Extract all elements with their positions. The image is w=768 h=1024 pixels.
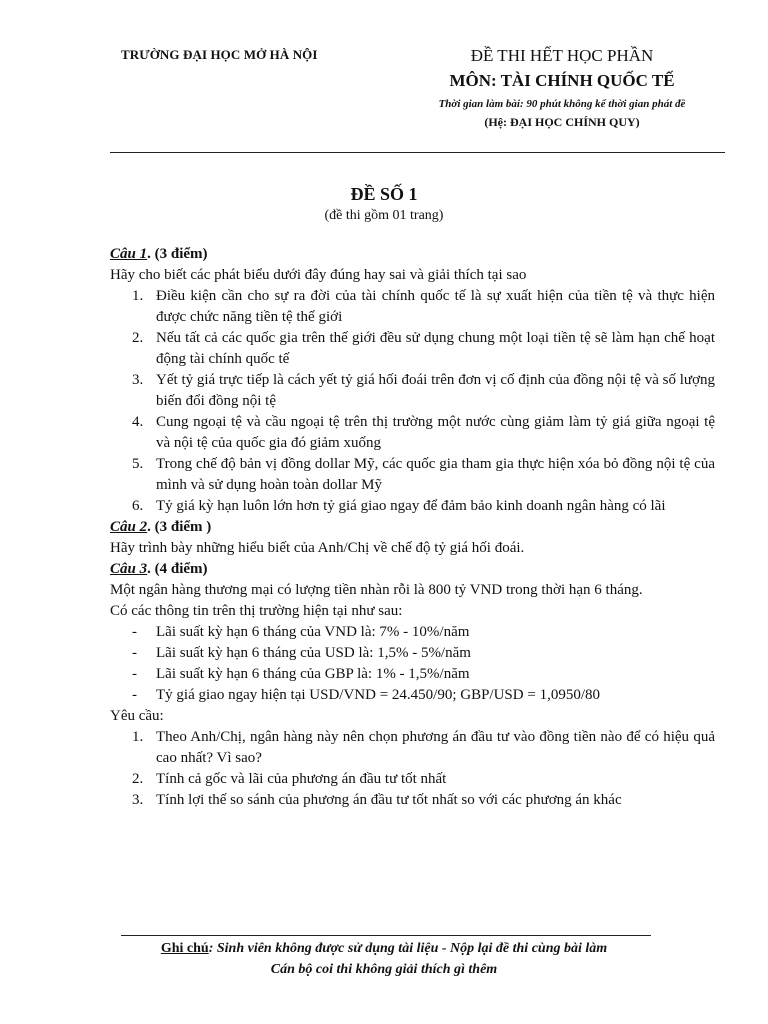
market-info-item: - Lãi suất kỳ hạn 6 tháng của USD là: 1,5% - 5%/năm	[132, 645, 471, 661]
statement-item	[110, 496, 715, 517]
exam-header-block	[392, 46, 732, 130]
item-number: 3.	[132, 372, 144, 388]
item-number: 1.	[132, 729, 144, 745]
item-number: 6.	[132, 498, 144, 514]
item-number: 5.	[132, 456, 144, 472]
question-3	[110, 559, 715, 811]
question-3-heading: Câu 3. (4 điểm)	[110, 561, 208, 577]
question-3-label: Câu 3	[110, 561, 148, 577]
statement-item	[110, 454, 715, 496]
item-text: Cung ngoại tệ và cầu ngoại tệ trên thị trường một nước cùng giảm làm tỷ giá giữa ngoại tệ và nội tệ của quốc gia đó giảm xuống	[156, 414, 715, 451]
requirement-item	[110, 790, 715, 811]
requirements-label: Yêu cầu:	[110, 708, 164, 724]
note-label: Ghi chú	[160, 941, 209, 956]
question-1-intro: Hãy cho biết các phát biểu dưới đây đúng hay sai và giải thích tại sao	[110, 267, 527, 283]
market-info-item: - Tỷ giá giao ngay hiện tại USD/VND = 24.450/90; GBP/USD = 1,0950/80	[132, 687, 600, 703]
item-number: 1.	[132, 288, 144, 304]
statement-item	[110, 412, 715, 454]
item-number: 2.	[132, 330, 144, 346]
exam-pages-note: (đề thi gồm 01 trang)	[324, 208, 444, 223]
exam-number: ĐỀ SỐ 1	[350, 184, 418, 204]
question-1	[110, 244, 715, 517]
exam-title: ĐỀ THI HẾT HỌC PHẦN	[470, 46, 654, 65]
question-3-intro-2: Có các thông tin trên thị trường hiện tại như sau:	[110, 603, 403, 619]
item-text: Theo Anh/Chị, ngân hàng này nên chọn phương án đầu tư vào đồng tiền nào để có hiệu quả cao nhất? Vì sao?	[156, 729, 715, 766]
footer-divider	[121, 935, 651, 936]
school-name: TRƯỜNG ĐẠI HỌC MỞ HÀ NỘI	[121, 47, 318, 62]
statement-item	[110, 286, 715, 328]
question-2-points: (3 điểm )	[154, 519, 212, 535]
item-number: 3.	[132, 792, 144, 808]
market-info-item: - Lãi suất kỳ hạn 6 tháng của GBP là: 1% - 1,5%/năm	[132, 666, 470, 682]
requirements-list	[110, 727, 715, 811]
item-text: Tỷ giá giao ngay hiện tại USD/VND = 24.450/90; GBP/USD = 1,0950/80	[156, 687, 600, 703]
note-text-1: Sinh viên không được sử dụng tài liệu - Nộp lại đề thi cùng bài làm	[216, 941, 608, 956]
item-text: Lãi suất kỳ hạn 6 tháng của GBP là: 1% - 1,5%/năm	[156, 666, 470, 682]
requirement-item	[110, 769, 715, 790]
statement-item	[110, 370, 715, 412]
question-2-heading: Câu 2. (3 điểm )	[110, 519, 212, 535]
footer-line-2: Cán bộ coi thi không giải thích gì thêm	[270, 962, 498, 977]
market-info-list	[110, 622, 715, 706]
question-2-label: Câu 2	[110, 519, 148, 535]
question-3-points: (4 điểm)	[154, 561, 208, 577]
item-number: 2.	[132, 771, 144, 787]
exam-content	[110, 244, 715, 811]
question-2	[110, 517, 715, 559]
item-text: Nếu tất cả các quốc gia trên thế giới đều sử dụng chung một loại tiền tệ sẽ làm hạn chế hoạt động tài chính quốc tế	[156, 330, 715, 367]
question-3-intro-1: Một ngân hàng thương mại có lượng tiền nhàn rỗi là 800 tỷ VND trong thời hạn 6 tháng.	[110, 582, 643, 598]
question-2-text: Hãy trình bày những hiểu biết của Anh/Chị về chế độ tỷ giá hối đoái.	[110, 540, 525, 556]
item-text: Lãi suất kỳ hạn 6 tháng của VND là: 7% - 10%/năm	[156, 624, 470, 640]
subject-title: MÔN: TÀI CHÍNH QUỐC TẾ	[449, 71, 675, 90]
item-text: Tỷ giá kỳ hạn luôn lớn hơn tỷ giá giao ngay để đảm bảo kinh doanh ngân hàng có lãi	[156, 498, 666, 514]
footer-line-1: Ghi chú: Sinh viên không được sử dụng tài liệu - Nộp lại đề thi cùng bài làm	[160, 941, 608, 956]
item-text: Lãi suất kỳ hạn 6 tháng của USD là: 1,5% - 5%/năm	[156, 645, 471, 661]
item-text: Tính cả gốc và lãi của phương án đầu tư tốt nhất	[156, 771, 447, 787]
header-divider	[110, 152, 725, 153]
item-text: Trong chế độ bản vị đồng dollar Mỹ, các quốc gia tham gia thực hiện xóa bỏ đồng nội tệ của mình và sử dụng hoàn toàn dollar Mỹ	[156, 456, 715, 493]
question-1-statements	[110, 286, 715, 517]
question-1-label: Câu 1	[110, 246, 148, 262]
question-1-heading: Câu 1. (3 điểm)	[110, 246, 208, 262]
item-number: 4.	[132, 414, 144, 430]
program-system: (Hệ: ĐẠI HỌC CHÍNH QUY)	[484, 115, 640, 129]
market-info-item: - Lãi suất kỳ hạn 6 tháng của VND là: 7% - 10%/năm	[132, 624, 470, 640]
item-text: Tính lợi thế so sánh của phương án đầu tư tốt nhất so với các phương án khác	[156, 792, 622, 808]
item-text: Điều kiện cần cho sự ra đời của tài chính quốc tế là sự xuất hiện của tiền tệ và thực hiện được chức năng tiền tệ thế giới	[156, 288, 715, 325]
item-text: Yết tỷ giá trực tiếp là cách yết tỷ giá hối đoái trên đơn vị cố định của đồng nội tệ và số lượng biến đổi đồng nội tệ	[156, 372, 715, 409]
time-note: Thời gian làm bài: 90 phút không kể thời gian phát đề	[438, 98, 686, 110]
statement-item	[110, 328, 715, 370]
question-1-points: (3 điểm)	[154, 246, 208, 262]
footer-note	[0, 938, 768, 980]
requirement-item	[110, 727, 715, 769]
